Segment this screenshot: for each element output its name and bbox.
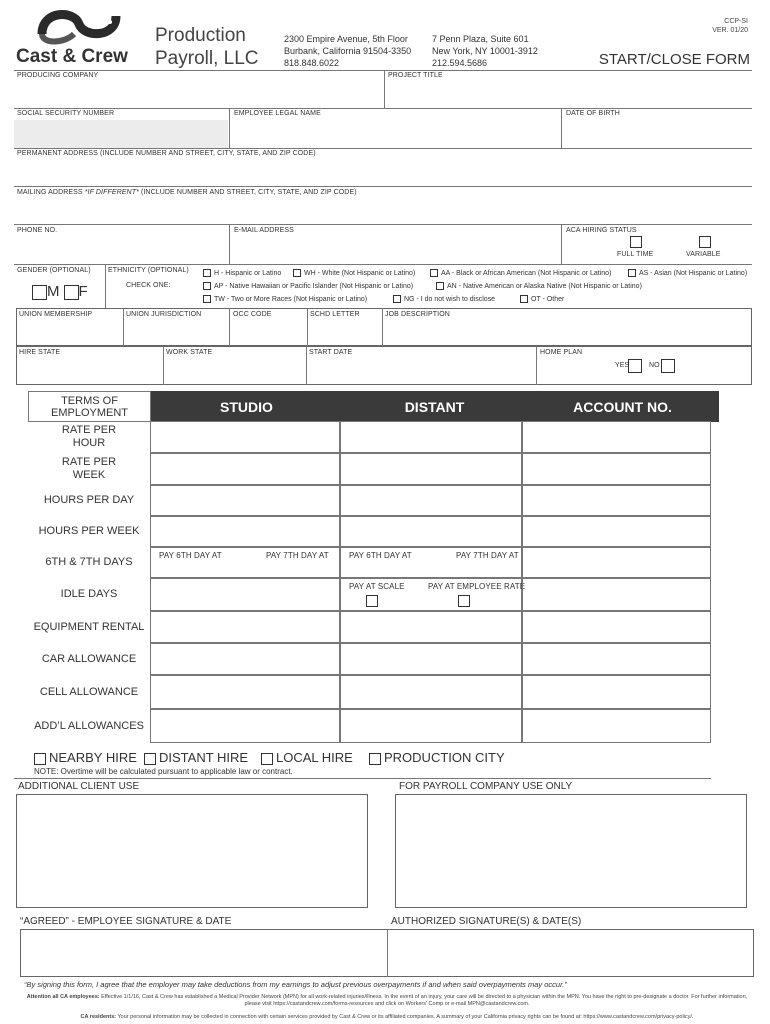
union-membership-label: UNION MEMBERSHIP (19, 311, 93, 318)
checkbox-icon (369, 753, 381, 765)
hire-type-label: NEARBY HIRE (49, 750, 137, 765)
distant-cell[interactable] (340, 485, 522, 516)
film-reel-logo-icon (34, 4, 124, 46)
overtime-note: NOTE: Overtime will be calculated pursuant to applicable law or contract. (34, 767, 293, 776)
studio-header: STUDIO (151, 392, 343, 422)
checkbox-icon (203, 269, 211, 277)
eth-w-option[interactable] (293, 268, 415, 277)
hire-state-label: HIRE STATE (19, 349, 61, 356)
studio-cell[interactable] (150, 453, 340, 485)
dob-label: DATE OF BIRTH (566, 110, 620, 117)
account-cell[interactable] (522, 485, 711, 516)
terms-row-label (28, 453, 150, 485)
terms-header-row (29, 392, 719, 422)
checkbox-icon (436, 282, 444, 290)
hire-type-nearby[interactable] (34, 750, 137, 765)
hire-type-label: DISTANT HIRE (159, 750, 249, 765)
footer-mpn (20, 994, 754, 1008)
footer-mpn-text: Effective 1/1/16, Cast & Crew has established a Medical Provider Network (MPN) for all work-related injuries/illness. In the event of an injury, your care will be directed to a physician within the MPN. You have the right to pre-designate a doctor. For further information, please visit https://castandcrew.com/forms-resources and click on Workers' Comp or e-mail MPN@castandcrew.com. (99, 994, 748, 1007)
terms-row-label (28, 547, 150, 578)
phone-field[interactable] (14, 236, 228, 262)
eth-tw-option[interactable] (203, 294, 367, 303)
terms-row-label (28, 709, 150, 743)
address-la-phone: 818.848.6022 (284, 58, 340, 68)
gender-m-label: M (47, 283, 60, 300)
home-plan-yes-label: YES (615, 362, 630, 369)
work-state-field[interactable] (164, 358, 306, 383)
terms-row-label-line: ADD’L ALLOWANCES (34, 719, 144, 732)
gender-options (32, 283, 88, 300)
address-ny-line: 7 Penn Plaza, Suite 601 (432, 34, 529, 44)
company-name-2: Payroll, LLC (155, 48, 259, 69)
footer-privacy-text: Your personal information may be collected in connection with certain services provided by Cast & Crew or its affiliated companies. A summary of your California privacy rights can be found at: https://www.castandcrew.com/privacy-policy/. (116, 1014, 694, 1020)
footer-privacy (20, 1014, 754, 1021)
producing-company-field[interactable] (14, 80, 384, 108)
job-description-field[interactable] (383, 320, 751, 344)
eth-as-label: AS - Asian (Not Hispanic or Latino) (639, 270, 748, 277)
home-plan-no-checkbox[interactable] (661, 359, 675, 373)
address-la-line: 2300 Empire Avenue, 5th Floor (284, 34, 408, 44)
perm-address-field[interactable] (14, 160, 752, 186)
hire-type-label: PRODUCTION CITY (384, 750, 505, 765)
mail-address-label (17, 189, 357, 196)
distant-cell[interactable] (340, 709, 522, 743)
eth-ap-option[interactable] (203, 281, 413, 290)
studio-cell[interactable] (150, 675, 340, 709)
terms-row-label-line: IDLE DAYS (60, 588, 118, 600)
terms-row-label-line: 6TH & 7TH DAYS (45, 556, 133, 568)
pay-7th-label: PAY 7TH DAY AT (266, 551, 329, 560)
perm-address-label: PERMANENT ADDRESS (INCLUDE NUMBER AND STREET, CITY, STATE, AND ZIP CODE) (17, 150, 316, 157)
aca-fulltime-checkbox[interactable] (630, 236, 642, 248)
eth-w-label: WH - White (Not Hispanic or Latino) (304, 270, 416, 277)
pay-at-scale-label: PAY AT SCALE (349, 582, 405, 591)
company-name-1: Production (155, 25, 246, 46)
eth-ng-label: NG - I do not wish to disclose (404, 296, 496, 303)
checkbox-icon (203, 295, 211, 303)
legal-name-label: EMPLOYEE LEGAL NAME (234, 110, 321, 117)
terms-row-label-line: HOURS PER WEEK (38, 525, 140, 537)
check-one-label: CHECK ONE: (126, 282, 171, 289)
terms-col-header-line: TERMS OF (61, 394, 118, 407)
terms-row-label-line: EQUIPMENT RENTAL (33, 620, 145, 633)
address-ny (432, 33, 538, 69)
footer-privacy-bold: CA residents: (80, 1014, 117, 1020)
form-version: VER. 01/20 (712, 27, 748, 34)
job-description-label: JOB DESCRIPTION (385, 311, 450, 318)
account-header: ACCOUNT NO. (527, 392, 719, 422)
eth-ot-option[interactable] (520, 294, 564, 303)
hire-type-label: LOCAL HIRE (276, 750, 353, 765)
hire-type-local[interactable] (261, 750, 353, 765)
gender-label: GENDER (OPTIONAL) (17, 267, 91, 274)
pay-6th-label: PAY 6TH DAY AT (159, 551, 222, 560)
terms-row-label-line: RATE PER (61, 424, 117, 436)
studio-cell[interactable] (150, 611, 340, 643)
studio-cell[interactable] (150, 709, 340, 743)
account-cell[interactable] (522, 547, 711, 578)
additional-client-box[interactable] (16, 794, 368, 908)
eth-h-option[interactable] (203, 268, 281, 277)
studio-cell[interactable] (150, 421, 340, 453)
checkbox-icon (628, 269, 636, 277)
account-cell[interactable] (522, 643, 711, 675)
terms-row-label (28, 643, 150, 675)
brand-name: Cast & Crew (16, 46, 128, 67)
payroll-use-box[interactable] (395, 794, 747, 908)
terms-row-label (28, 421, 150, 453)
occ-code-field[interactable] (230, 320, 306, 344)
form-code: CCP-SI (724, 18, 748, 25)
terms-col-header (29, 392, 151, 422)
pay-6th-label: PAY 6TH DAY AT (349, 551, 412, 560)
terms-col-header-line: EMPLOYMENT (50, 406, 128, 419)
checkbox-icon (203, 282, 211, 290)
distant-cell[interactable] (340, 421, 522, 453)
distant-cell[interactable] (340, 611, 522, 643)
schd-letter-field[interactable] (308, 320, 382, 344)
terms-table (28, 391, 719, 422)
producing-company-label: PRODUCING COMPANY (17, 72, 99, 79)
gender-f-checkbox[interactable] (64, 285, 79, 300)
terms-row-label-line: HOURS PER DAY (43, 494, 135, 506)
form-title: START/CLOSE FORM (598, 51, 750, 68)
account-cell[interactable] (522, 578, 711, 611)
terms-row-label-line: WEEK (72, 469, 106, 481)
account-cell[interactable] (522, 611, 711, 643)
terms-row-label-line: CAR ALLOWANCE (41, 652, 137, 665)
account-cell[interactable] (522, 421, 711, 453)
authorized-label: AUTHORIZED SIGNATURE(S) & DATE(S) (391, 916, 582, 927)
mail-address-label-a: MAILING ADDRESS (17, 189, 85, 196)
hire-type-distant[interactable] (144, 750, 248, 765)
eth-aa-option[interactable] (430, 268, 611, 277)
phone-label: PHONE NO. (17, 227, 58, 234)
eth-ot-label: OT - Other (531, 296, 565, 303)
address-ny-line: New York, NY 10001-3912 (432, 46, 538, 56)
terms-row-label (28, 675, 150, 709)
terms-row-label (28, 611, 150, 643)
terms-row-label-line: HOUR (72, 437, 106, 449)
legal-name-field[interactable] (230, 120, 560, 148)
terms-row-label (28, 516, 150, 547)
dob-field[interactable] (562, 120, 752, 148)
project-title-label: PROJECT TITLE (388, 72, 443, 79)
hire-type-production-city[interactable] (369, 750, 505, 765)
mail-address-label-c: (INCLUDE NUMBER AND STREET, CITY, STATE, AND ZIP CODE) (138, 189, 357, 196)
distant-cell[interactable] (340, 516, 522, 547)
account-cell[interactable] (522, 516, 711, 547)
payroll-use-label: FOR PAYROLL COMPANY USE ONLY (399, 781, 573, 792)
union-membership-field[interactable] (17, 320, 122, 344)
checkbox-icon (520, 295, 528, 303)
footer-mpn-bold: Attention all CA employees: (26, 994, 100, 1000)
ssn-label: SOCIAL SECURITY NUMBER (17, 110, 115, 117)
pay-7th-label: PAY 7TH DAY AT (456, 551, 519, 560)
pay-at-scale-checkbox[interactable] (366, 595, 378, 607)
account-cell[interactable] (522, 675, 711, 709)
eth-as-option[interactable] (628, 268, 747, 277)
schd-letter-label: SCHD LETTER (310, 311, 360, 318)
gender-m-checkbox[interactable] (32, 285, 47, 300)
address-ny-phone: 212.594.5686 (432, 58, 488, 68)
gender-f-label: F (78, 283, 88, 300)
distant-cell[interactable] (340, 643, 522, 675)
distant-header: DISTANT (343, 392, 527, 422)
mail-address-field[interactable] (14, 198, 752, 224)
studio-cell[interactable] (150, 578, 340, 611)
pay-at-employee-rate-checkbox[interactable] (458, 595, 470, 607)
aca-label: ACA HIRING STATUS (566, 227, 637, 234)
employee-signature-field[interactable] (21, 930, 387, 976)
eth-an-label: AN - Native American or Alaska Native (Not Hispanic or Latino) (447, 283, 642, 290)
disclaimer: “By signing this form, I agree that the employer may take deductions from my earnings to adjust previous overpayments if and when said overpayments may occur.” (24, 980, 567, 989)
checkbox-icon (261, 753, 273, 765)
address-la (284, 33, 411, 69)
aca-variable-label: VARIABLE (686, 251, 721, 258)
terms-row-label-line: RATE PER (61, 456, 117, 468)
eth-h-label: H - Hispanic or Latino (214, 270, 282, 277)
studio-cell[interactable] (150, 485, 340, 516)
account-cell[interactable] (522, 709, 711, 743)
terms-row-label-line: CELL ALLOWANCE (39, 685, 139, 698)
terms-row-label (28, 485, 150, 516)
ethnicity-label: ETHNICITY (OPTIONAL) (108, 267, 189, 274)
eth-ng-option[interactable] (393, 294, 495, 303)
checkbox-icon (393, 295, 401, 303)
address-la-line: Burbank, California 91504-3350 (284, 46, 412, 56)
home-plan-no-label: NO (649, 362, 660, 369)
authorized-signature-field[interactable] (388, 930, 753, 976)
project-title-field[interactable] (385, 80, 751, 108)
studio-cell[interactable] (150, 643, 340, 675)
start-date-field[interactable] (307, 358, 535, 383)
home-plan-yes-checkbox[interactable] (628, 359, 642, 373)
checkbox-icon (144, 753, 156, 765)
eth-ap-label: AP - Native Hawaiian or Pacific Islander (Not Hispanic or Latino) (214, 283, 414, 290)
email-field[interactable] (230, 236, 560, 262)
terms-row-label (28, 578, 150, 611)
ssn-field[interactable] (14, 120, 228, 148)
logo (16, 4, 136, 68)
aca-variable-checkbox[interactable] (699, 236, 711, 248)
distant-cell[interactable] (340, 675, 522, 709)
mail-address-if-different: *IF DIFFERENT* (84, 189, 139, 196)
work-state-label: WORK STATE (166, 349, 213, 356)
union-jurisdiction-label: UNION JURISDICTION (126, 311, 202, 318)
occ-code-label: OCC CODE (233, 311, 272, 318)
checkbox-icon (293, 269, 301, 277)
pay-at-employee-rate-label: PAY AT EMPLOYEE RATE (428, 582, 526, 591)
distant-cell[interactable] (340, 453, 522, 485)
eth-an-option[interactable] (436, 281, 642, 290)
agreed-label: “AGREED” - EMPLOYEE SIGNATURE & DATE (20, 916, 232, 927)
checkbox-icon (430, 269, 438, 277)
union-jurisdiction-field[interactable] (124, 320, 229, 344)
aca-fulltime-label: FULL TIME (617, 251, 654, 258)
checkbox-icon (34, 753, 46, 765)
studio-cell[interactable] (150, 516, 340, 547)
start-date-label: START DATE (309, 349, 353, 356)
additional-client-label: ADDITIONAL CLIENT USE (18, 781, 140, 792)
email-label: E-MAIL ADDRESS (234, 227, 294, 234)
eth-aa-label: AA - Black or African American (Not Hispanic or Latino) (441, 270, 612, 277)
home-plan-label: HOME PLAN (540, 349, 583, 356)
eth-tw-label: TW - Two or More Races (Not Hispanic or Latino) (214, 296, 368, 303)
account-cell[interactable] (522, 453, 711, 485)
hire-state-field[interactable] (17, 358, 162, 383)
